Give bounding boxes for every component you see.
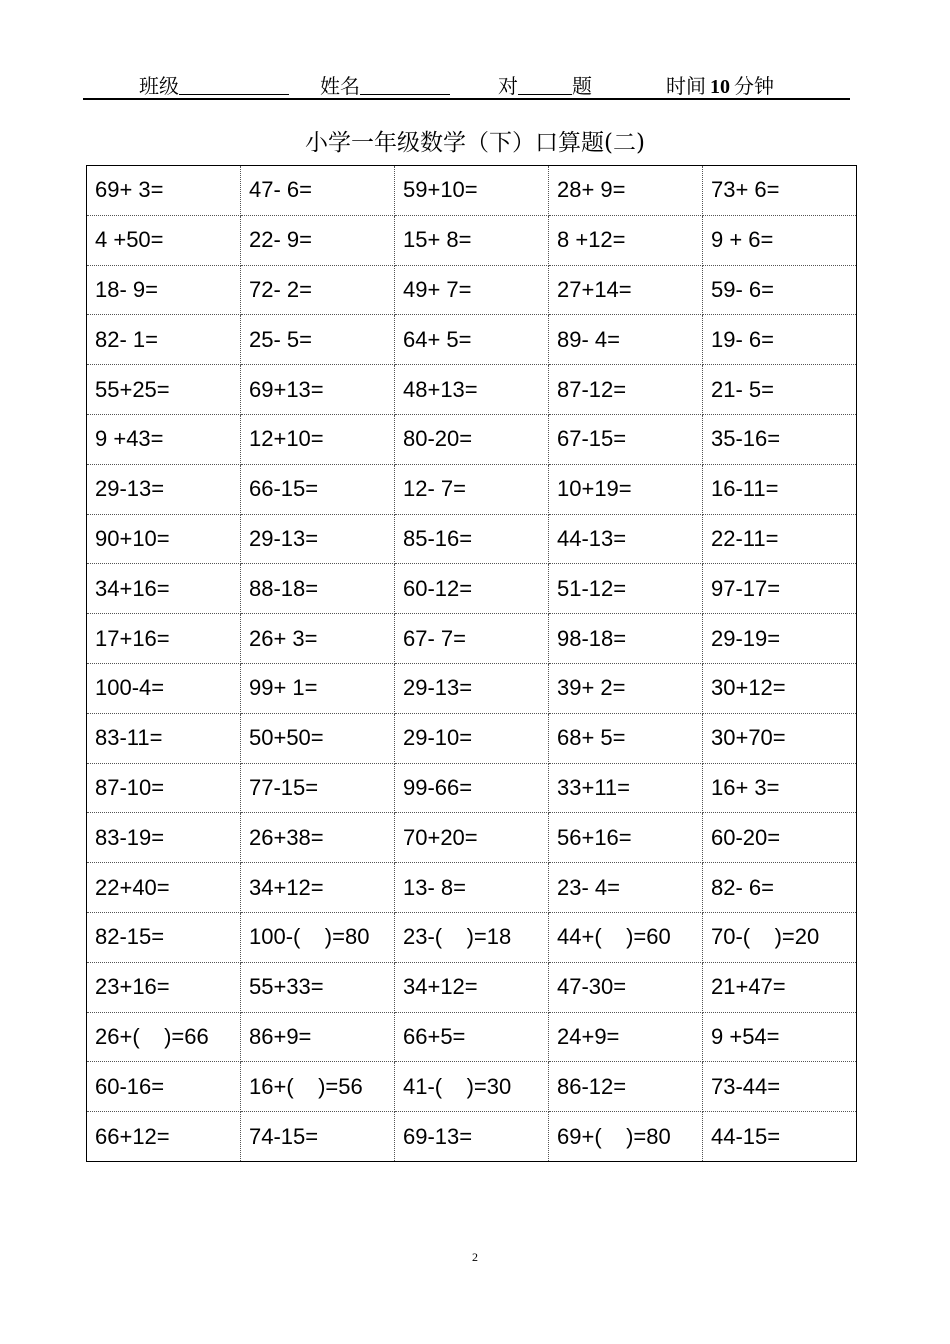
problem-cell[interactable]: 99+ 1= <box>241 663 395 713</box>
problem-cell[interactable]: 48+13= <box>395 365 549 415</box>
problem-cell[interactable]: 26+38= <box>241 813 395 863</box>
problem-row <box>87 713 857 763</box>
problem-cell[interactable]: 82-15= <box>87 912 241 962</box>
problem-cell[interactable]: 47-30= <box>549 962 703 1012</box>
problem-cell[interactable]: 29-13= <box>395 663 549 713</box>
problem-cell[interactable]: 21+47= <box>703 962 857 1012</box>
class-blank[interactable] <box>179 76 289 95</box>
problem-cell[interactable]: 44-13= <box>549 514 703 564</box>
problem-row <box>87 365 857 415</box>
problem-row <box>87 663 857 713</box>
problem-cell[interactable]: 89- 4= <box>549 315 703 365</box>
problem-cell[interactable]: 99-66= <box>395 763 549 813</box>
problem-cell[interactable]: 86-12= <box>549 1062 703 1112</box>
problem-grid <box>86 165 857 1162</box>
problem-cell[interactable]: 77-15= <box>241 763 395 813</box>
problem-cell[interactable]: 39+ 2= <box>549 663 703 713</box>
class-label: 班级 <box>139 74 179 98</box>
problem-cell[interactable]: 16+( )=56 <box>241 1062 395 1112</box>
problem-cell[interactable]: 18- 9= <box>87 265 241 315</box>
problem-cell[interactable]: 69+ 3= <box>87 166 241 216</box>
problem-row <box>87 614 857 664</box>
problem-row <box>87 1112 857 1162</box>
problem-cell[interactable]: 90+10= <box>87 514 241 564</box>
problem-cell[interactable]: 21- 5= <box>703 365 857 415</box>
worksheet-header <box>83 64 850 100</box>
problem-cell[interactable]: 9 + 6= <box>703 215 857 265</box>
problem-cell[interactable]: 83-19= <box>87 813 241 863</box>
problem-cell[interactable]: 59+10= <box>395 166 549 216</box>
problem-cell[interactable]: 100-4= <box>87 663 241 713</box>
problem-cell[interactable]: 85-16= <box>395 514 549 564</box>
problem-cell[interactable]: 28+ 9= <box>549 166 703 216</box>
problem-row <box>87 763 857 813</box>
problem-row <box>87 813 857 863</box>
problem-cell[interactable]: 12- 7= <box>395 464 549 514</box>
problem-cell[interactable]: 60-12= <box>395 564 549 614</box>
problem-cell[interactable]: 51-12= <box>549 564 703 614</box>
problem-cell[interactable]: 23+16= <box>87 962 241 1012</box>
problem-cell[interactable]: 47- 6= <box>241 166 395 216</box>
problem-cell[interactable]: 73+ 6= <box>703 166 857 216</box>
problem-cell[interactable]: 80-20= <box>395 414 549 464</box>
problem-cell[interactable]: 33+11= <box>549 763 703 813</box>
problem-row <box>87 414 857 464</box>
problem-cell[interactable]: 29-13= <box>87 464 241 514</box>
problem-row <box>87 863 857 913</box>
problem-cell[interactable]: 30+70= <box>703 713 857 763</box>
problem-cell[interactable]: 60-16= <box>87 1062 241 1112</box>
problem-row <box>87 315 857 365</box>
problem-cell[interactable]: 55+33= <box>241 962 395 1012</box>
problem-cell[interactable]: 66-15= <box>241 464 395 514</box>
time-label: 时间 <box>666 74 706 98</box>
problem-cell[interactable]: 60-20= <box>703 813 857 863</box>
problem-row <box>87 962 857 1012</box>
problem-cell[interactable]: 35-16= <box>703 414 857 464</box>
problem-row <box>87 265 857 315</box>
problem-cell[interactable]: 9 +54= <box>703 1012 857 1062</box>
name-field[interactable] <box>320 70 450 99</box>
problem-cell[interactable]: 73-44= <box>703 1062 857 1112</box>
problem-cell[interactable]: 13- 8= <box>395 863 549 913</box>
problem-cell[interactable]: 34+12= <box>241 863 395 913</box>
problem-cell[interactable]: 74-15= <box>241 1112 395 1162</box>
problem-cell[interactable]: 82- 6= <box>703 863 857 913</box>
page-number: 2 <box>472 1250 478 1264</box>
problem-cell[interactable]: 16+ 3= <box>703 763 857 813</box>
problem-cell[interactable]: 16-11= <box>703 464 857 514</box>
problem-cell[interactable]: 29-10= <box>395 713 549 763</box>
time-unit: 分钟 <box>734 74 774 98</box>
problem-cell[interactable]: 98-18= <box>549 614 703 664</box>
problem-cell[interactable]: 66+5= <box>395 1012 549 1062</box>
problem-cell[interactable]: 23- 4= <box>549 863 703 913</box>
worksheet-title: 小学一年级数学（下）口算题(二) <box>305 130 645 156</box>
time-field <box>666 70 774 100</box>
problem-row <box>87 1062 857 1112</box>
problem-cell[interactable]: 67-15= <box>549 414 703 464</box>
problem-cell[interactable]: 70+20= <box>395 813 549 863</box>
problem-cell[interactable]: 87-10= <box>87 763 241 813</box>
problem-cell[interactable]: 59- 6= <box>703 265 857 315</box>
name-label: 姓名 <box>320 74 360 98</box>
problem-row <box>87 166 857 216</box>
problem-cell[interactable]: 69+( )=80 <box>549 1112 703 1162</box>
problem-cell[interactable]: 25- 5= <box>241 315 395 365</box>
problem-cell[interactable]: 72- 2= <box>241 265 395 315</box>
problem-cell[interactable]: 12+10= <box>241 414 395 464</box>
question-label: 题 <box>572 74 592 98</box>
problem-cell[interactable]: 83-11= <box>87 713 241 763</box>
time-value: 10 <box>706 76 734 100</box>
problem-cell[interactable]: 26+ 3= <box>241 614 395 664</box>
problem-cell[interactable]: 19- 6= <box>703 315 857 365</box>
problem-cell[interactable]: 64+ 5= <box>395 315 549 365</box>
problem-cell[interactable]: 100-( )=80 <box>241 912 395 962</box>
problem-cell[interactable]: 69+13= <box>241 365 395 415</box>
problem-cell[interactable]: 17+16= <box>87 614 241 664</box>
problem-cell[interactable]: 88-18= <box>241 564 395 614</box>
problem-cell[interactable]: 4 +50= <box>87 215 241 265</box>
problem-cell[interactable]: 69-13= <box>395 1112 549 1162</box>
problem-cell[interactable]: 50+50= <box>241 713 395 763</box>
problem-cell[interactable]: 41-( )=30 <box>395 1062 549 1112</box>
problem-row <box>87 514 857 564</box>
problem-cell[interactable]: 44+( )=60 <box>549 912 703 962</box>
problem-cell[interactable]: 87-12= <box>549 365 703 415</box>
problem-row <box>87 912 857 962</box>
problem-cell[interactable]: 23-( )=18 <box>395 912 549 962</box>
problem-cell[interactable]: 22- 9= <box>241 215 395 265</box>
problem-cell[interactable]: 66+12= <box>87 1112 241 1162</box>
problem-cell[interactable]: 70-( )=20 <box>703 912 857 962</box>
problem-cell[interactable]: 27+14= <box>549 265 703 315</box>
problem-cell[interactable]: 56+16= <box>549 813 703 863</box>
problem-row <box>87 464 857 514</box>
problem-cell[interactable]: 26+( )=66 <box>87 1012 241 1062</box>
problem-row <box>87 564 857 614</box>
problem-cell[interactable]: 24+9= <box>549 1012 703 1062</box>
problem-cell[interactable]: 9 +43= <box>87 414 241 464</box>
problem-cell[interactable]: 55+25= <box>87 365 241 415</box>
problem-cell[interactable]: 82- 1= <box>87 315 241 365</box>
problem-cell[interactable]: 44-15= <box>711 1123 781 1149</box>
problem-cell[interactable]: 30+12= <box>703 663 857 713</box>
problem-cell[interactable]: 67- 7= <box>395 614 549 664</box>
correct-count-field[interactable] <box>498 70 592 99</box>
problem-cell[interactable]: 8 +12= <box>549 215 703 265</box>
problem-cell[interactable]: 68+ 5= <box>549 713 703 763</box>
correct-blank[interactable] <box>518 76 572 95</box>
problem-cell[interactable]: 15+ 8= <box>395 215 549 265</box>
name-blank[interactable] <box>360 76 450 95</box>
problem-cell[interactable]: 34+16= <box>87 564 241 614</box>
problem-row <box>87 1012 857 1062</box>
problem-cell[interactable]: 29-13= <box>241 514 395 564</box>
problem-cell[interactable]: 49+ 7= <box>395 265 549 315</box>
problem-row <box>87 215 857 265</box>
problem-cell[interactable]: 22+40= <box>87 863 241 913</box>
problem-cell[interactable]: 10+19= <box>549 464 703 514</box>
class-field[interactable] <box>139 70 289 99</box>
correct-label: 对 <box>498 74 518 98</box>
problem-cell[interactable]: 34+12= <box>395 962 549 1012</box>
problem-cell[interactable]: 86+9= <box>241 1012 395 1062</box>
problem-cell[interactable]: 97-17= <box>703 564 857 614</box>
problem-cell[interactable]: 22-11= <box>703 514 857 564</box>
problem-cell[interactable]: 29-19= <box>703 614 857 664</box>
